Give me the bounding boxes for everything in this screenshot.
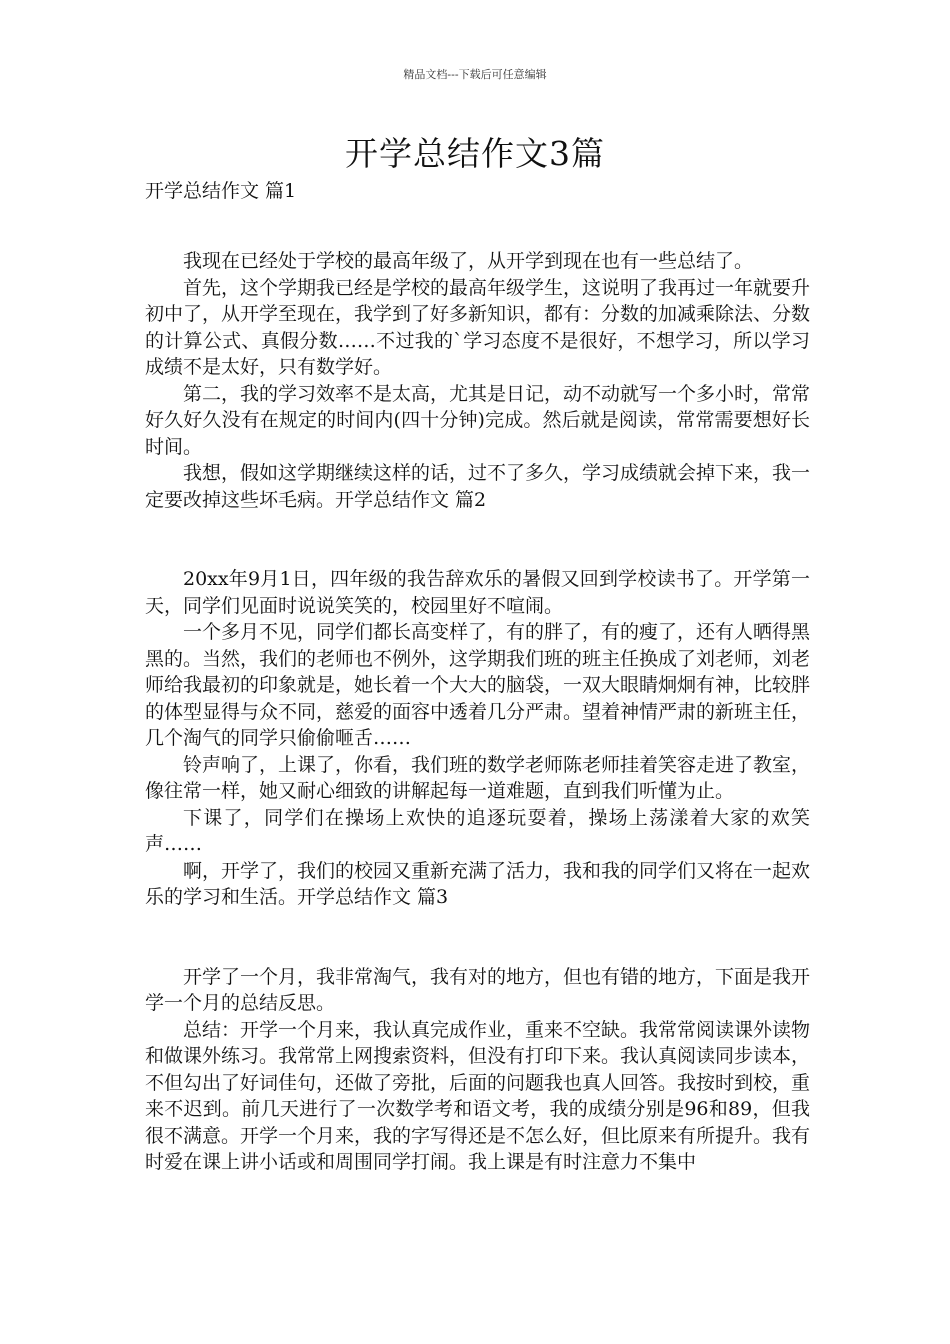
paragraph: 我想，假如这学期继续这样的话，过不了多久，学习成绩就会掉下来，我一定要改掉这些坏毛病。开学总结作文 篇2 [145, 462, 811, 511]
document-title: 开学总结作文3篇 [345, 134, 605, 173]
paragraph: 开学了一个月，我非常淘气，我有对的地方，但也有错的地方，下面是我开学一个月的总结反思。 [145, 965, 811, 1014]
paragraph: 我现在已经处于学校的最高年级了，从开学到现在也有一些总结了。 [183, 250, 754, 272]
paragraph: 第二，我的学习效率不是太高，尤其是日记，动不动就写一个多小时，常常好久好久没有在规定的时间内(四十分钟)完成。然后就是阅读，常常需要想好长时间。 [145, 382, 811, 458]
header-note: 精品文档---下载后可任意编辑 [403, 68, 547, 81]
paragraph: 一个多月不见，同学们都长高变样了，有的胖了，有的瘦了，还有人晒得黑黑的。当然，我们的老师也不例外，这学期我们班的班主任换成了刘老师，刘老师给我最初的印象就是，她长着一个大大的脑袋，一双大眼睛炯炯有神，比较胖的体型显得与众不同，慈爱的面容中透着几分严肃。望着神情严肃的新班主任，几个淘气的同学只偷偷咂舌…… [145, 621, 811, 749]
paragraph: 铃声响了，上课了，你看，我们班的数学老师陈老师挂着笑容走进了教室，像往常一样，她又耐心细致的讲解起每一道难题，直到我们听懂为止。 [145, 753, 811, 802]
document-body [145, 248, 810, 1176]
section-heading-1: 开学总结作文 篇1 [145, 180, 297, 202]
paragraph: 啊，开学了，我们的校园又重新充满了活力，我和我的同学们又将在一起欢乐的学习和生活。开学总结作文 篇3 [145, 859, 811, 908]
section-gap [145, 911, 810, 964]
paragraph: 下课了，同学们在操场上欢快的追逐玩耍着，操场上荡漾着大家的欢笑声…… [145, 806, 810, 855]
paragraph: 总结：开学一个月来，我认真完成作业，重来不空缺。我常常阅读课外读物和做课外练习。我常常上网搜索资料，但没有打印下来。我认真阅读同步读本，不但勾出了好词佳句，还做了旁批，后面的问题我也真人回答。我按时到校，重来不迟到。前几天进行了一次数学考和语文考，我的成绩分别是96和89，但我很不满意。开学一个月来，我的字写得还是不怎么好，但比原来有所提升。我有时爱在课上讲小话或和周围同学打闹。我上课是有时注意力不集中 [145, 1018, 811, 1173]
paragraph: 20xx年9月1日，四年级的我告辞欢乐的暑假又回到学校读书了。开学第一天，同学们见面时说说笑笑的，校园里好不喧闹。 [145, 568, 810, 617]
paragraph: 首先，这个学期我已经是学校的最高年级学生，这说明了我再过一年就要升初中了，从开学至现在，我学到了好多新知识，都有：分数的加减乘除法、分数的计算公式、真假分数……不过我的`学习态度不是很好，不想学习，所以学习成绩不是太好，只有数学好。 [145, 276, 811, 378]
section-gap [145, 513, 810, 566]
